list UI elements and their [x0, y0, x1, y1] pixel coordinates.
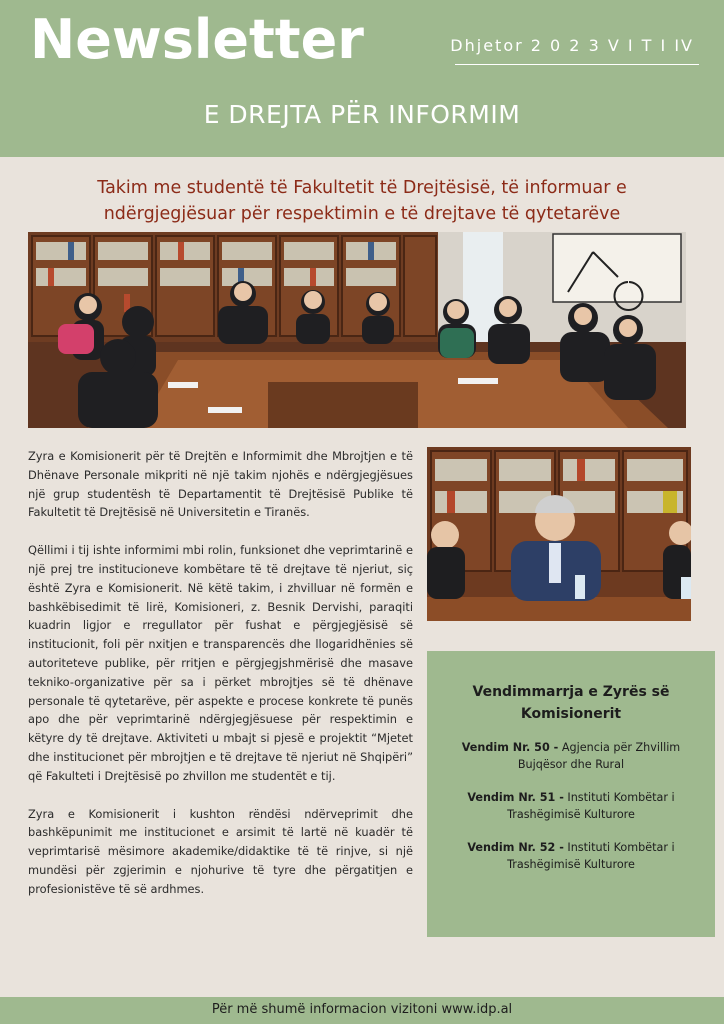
newsletter-subtitle: E DREJTA PËR INFORMIM [203, 100, 521, 129]
decision-item [437, 739, 705, 773]
decision-number: Vendim Nr. 50 - [461, 741, 559, 754]
headline-line-2: ndërgjegjësuar për respektimin e të drejtave të qytetarëve [103, 204, 621, 224]
commissioner-photo-illustration [427, 447, 691, 621]
article-paragraph: Zyra e Komisionerit i kushton rëndësi ndërveprimit dhe bashkëpunimit me institucionet e arsimit të lartë në kuadër të veprimtarisë mësimore akademike/didaktike të të rinjve, si një mundësi për zgjerimin e njohurive të tyre dhe përgatitjen e profesionistëve të së ardhmes. [28, 806, 413, 896]
decision-number: Vendim Nr. 51 - [467, 791, 564, 804]
decisions-title [437, 681, 705, 725]
masthead-title: Newsletter [30, 8, 364, 71]
decision-item [437, 789, 705, 823]
decisions-title-line-1: Vendimmarrja e Zyrës së [472, 684, 670, 700]
decision-text: Instituti Kombëtar i Trashëgimisë Kulturore [507, 791, 675, 821]
meeting-photo [28, 232, 686, 428]
article-body [28, 447, 413, 918]
footer-website-text[interactable]: Për më shumë informacion vizitoni www.idp.al [211, 1002, 513, 1017]
decision-text: Instituti Kombëtar i Trashëgimisë Kulturore [507, 841, 675, 871]
issue-date: Dhjetor 2 0 2 3 V I T I IV [450, 36, 694, 55]
issue-underline [455, 64, 699, 65]
footer-bar [0, 997, 724, 1024]
article-headline [40, 175, 684, 227]
header-banner [0, 0, 724, 157]
headline-line-1: Takim me studentë të Fakultetit të Drejtësisë, të informuar e [97, 178, 627, 198]
decision-text: Agjencia për Zhvillim Bujqësor dhe Rural [517, 741, 681, 771]
decisions-panel [427, 651, 715, 937]
article-paragraph: Qëllimi i tij ishte informimi mbi rolin, funksionet dhe veprimtarinë e një prej tre institucioneve kombëtare të të drejtave të njeriut, siç është Zyra e Komisionerit. Në këtë takim, i zhvilluar në formën e bashkëbisedimit të lirë, Komisioneri, z. Besnik Dervishi, paraqiti kuadrin ligjor e rregullator për fushat e përgjegjësisë së institucionit, foli për nxitjen e transparencës dhe llogaridhënies së autoriteteve publike, për rritjen e përgjegjshmërisë dhe masave tekniko-organizative për sa i përket mbrojtjes së të dhënave personale të qytetarëve, për aspekte e procese konkrete të punës apo dhe për veprimtarinë ndërgjegjësuese për respektimin e këtyre dy të drejtave. Aktiviteti u mbajt si pjesë e projektit “Mjetet dhe institucionet për mbrojtjen e të drejtave të njeriut në Shqipëri” që Fakulteti i Drejtësisë po zhvillon me studentët e tij. [28, 543, 413, 783]
decisions-title-line-2: Komisionerit [520, 706, 622, 722]
meeting-photo-illustration [28, 232, 686, 428]
decision-item [437, 839, 705, 873]
decision-number: Vendim Nr. 52 - [467, 841, 564, 854]
article-paragraph: Zyra e Komisionerit për të Drejtën e Informimit dhe Mbrojtjen e të Dhënave Personale mikpriti në një takim njohës e ndërgjegjësues një grup studentësh të Departamentit të Drejtësisë Publike të Fakultetit të Drejtësisë në Universitetin e Tiranës. [28, 449, 413, 520]
commissioner-photo [427, 447, 691, 621]
